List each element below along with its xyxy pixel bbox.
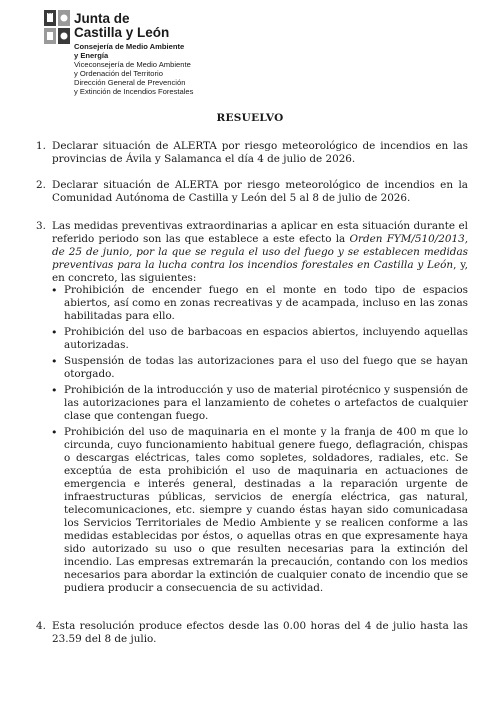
list-item: • Suspensión de todas las autorizaciones para el uso del fuego que se hayan otorgado. bbox=[64, 355, 468, 381]
resolution-point-2 bbox=[36, 179, 468, 205]
list-item: • Prohibición del uso de maquinaria en el monte y la franja de 400 m que lo circunda, cuyo funcionamiento habitual genere fuego, deflagración, chispas o descargas eléctricas, tales como sopletes, soldadores, radiales, etc. Se exceptúa de esta prohibición el uso de maquinaria en actuaciones de emergencia e interés general, destinadas a la reparación urgente de infraestructuras públicas, servicios de energía eléctrica, gas natural, telecomunicaciones, etc. siempre y cuando éstas hayan sido comunicadasa los Servicios Territoriales de Medio Ambiente y se realicen conforme a las medidas establecidas por éstos, o aquellas otras en que expresamente haya sido autorizado su uso o que resulten necesarias para la extinción del incendio. Las empresas extremarán la precaución, contando con los medios necesarios para abordar la extinción de cualquier conato de incendio que se pudiera producir a consecuencia de su actividad. bbox=[64, 426, 468, 595]
org-name-line-1: Junta de bbox=[74, 11, 130, 26]
order-reference: Orden FYM/510/2013, de 25 de junio, por la que se regula el uso del fuego y se establecen medidas preventivas para la lucha contra los incendios forestales en Castilla y León bbox=[52, 233, 468, 271]
measures-list bbox=[64, 284, 468, 598]
point-text-after: , y, en concreto, las siguientes: bbox=[52, 259, 468, 284]
subdepartment-1: Viceconsejería de Medio Ambiente bbox=[74, 60, 191, 69]
department-block bbox=[74, 42, 314, 96]
subdepartment-3: Dirección General de Prevención bbox=[74, 78, 186, 87]
organization-name bbox=[74, 12, 274, 40]
department-name-2: y Energía bbox=[74, 51, 109, 60]
point-text: Esta resolución produce efectos desde las 0.00 horas del 4 de julio hasta las 23.59 del 8 de julio. bbox=[52, 620, 468, 645]
point-number: 2. bbox=[36, 179, 46, 191]
resolution-point-4 bbox=[36, 620, 468, 646]
org-name-line-2: Castilla y León bbox=[74, 25, 170, 40]
document-title: RESUELVO bbox=[216, 112, 284, 124]
point-number: 3. bbox=[36, 220, 46, 232]
point-number: 4. bbox=[36, 620, 46, 632]
point-text: Declarar situación de ALERTA por riesgo meteorológico de incendios en las provincias de Ávila y Salamanca el día 4 de julio de 2026. bbox=[52, 140, 468, 165]
list-item: • Prohibición de encender fuego en el monte en todo tipo de espacios abiertos, así como en zonas recreativas y de acampada, incluso en las zonas habilitadas para ello. bbox=[64, 284, 468, 323]
department-name-1: Consejería de Medio Ambiente bbox=[74, 42, 185, 51]
subdepartment-4: y Extinción de Incendios Forestales bbox=[74, 87, 194, 96]
list-item: • Prohibición del uso de barbacoas en espacios abiertos, incluyendo aquellas autorizadas. bbox=[64, 326, 468, 352]
list-item: • Prohibición de la introducción y uso de material pirotécnico y suspensión de las autorizaciones para el lanzamiento de cohetes o artefactos de cualquier clase que contengan fuego. bbox=[64, 384, 468, 423]
resolution-point-1 bbox=[36, 140, 468, 166]
resolution-point-3 bbox=[36, 220, 468, 285]
castle-lion-shield-icon bbox=[44, 10, 70, 44]
point-text-before: Las medidas preventivas extraordinarias a aplicar en esta situación durante el referido periodo son las que establece a este efecto la bbox=[52, 220, 468, 245]
point-text bbox=[52, 220, 468, 285]
point-number: 1. bbox=[36, 140, 46, 152]
point-text: Declarar situación de ALERTA por riesgo meteorológico de incendios en la Comunidad Autónoma de Castilla y León del 5 al 8 de julio de 2026. bbox=[52, 179, 468, 204]
subdepartment-2: y Ordenación del Territorio bbox=[74, 69, 163, 78]
